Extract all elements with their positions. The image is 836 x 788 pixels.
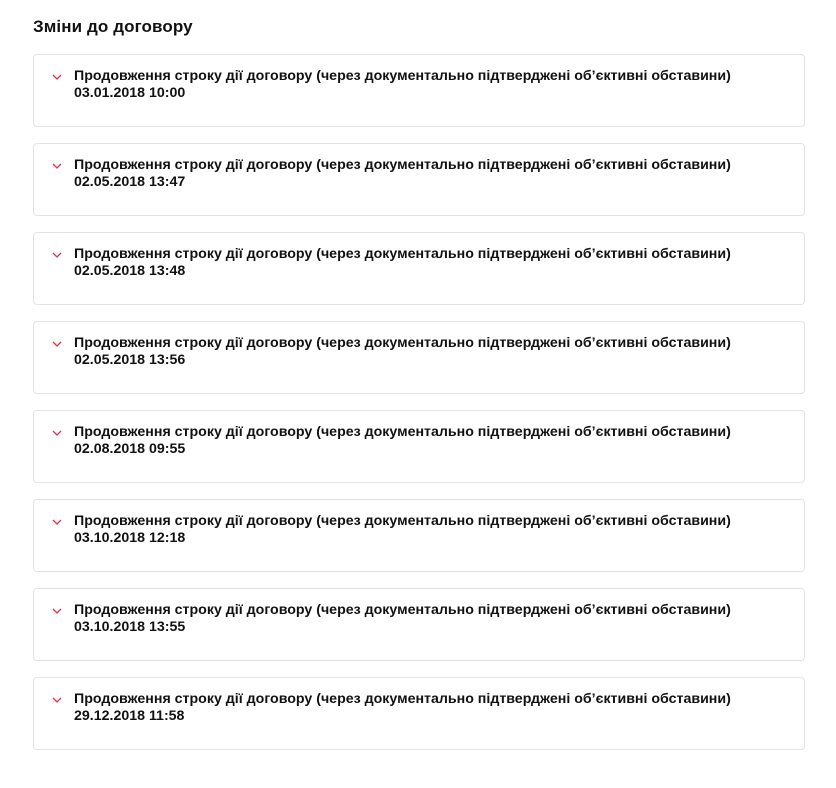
chevron-down-icon[interactable] (51, 71, 63, 83)
change-date: 03.10.2018 12:18 (74, 530, 186, 546)
change-item[interactable] (33, 499, 805, 572)
change-title: Продовження строку дії договору (через документально підтверджені об’єктивні обставини) (74, 68, 731, 84)
change-date: 02.08.2018 09:55 (74, 441, 186, 457)
change-title: Продовження строку дії договору (через документально підтверджені об’єктивні обставини) (74, 424, 731, 440)
change-title: Продовження строку дії договору (через документально підтверджені об’єктивні обставини) (74, 157, 731, 173)
chevron-down-icon[interactable] (51, 605, 63, 617)
change-item[interactable] (33, 588, 805, 661)
change-date: 29.12.2018 11:58 (74, 708, 185, 724)
change-date: 03.10.2018 13:55 (74, 619, 186, 635)
change-item[interactable] (33, 410, 805, 483)
chevron-down-icon[interactable] (51, 516, 63, 528)
change-title: Продовження строку дії договору (через документально підтверджені об’єктивні обставини) (74, 602, 731, 618)
changes-list (33, 54, 805, 750)
change-title: Продовження строку дії договору (через документально підтверджені об’єктивні обставини) (74, 335, 731, 351)
chevron-down-icon[interactable] (51, 160, 63, 172)
chevron-down-icon[interactable] (51, 249, 63, 261)
change-item[interactable] (33, 677, 805, 750)
section-title: Зміни до договору (33, 17, 193, 36)
change-date: 02.05.2018 13:48 (74, 263, 186, 279)
change-date: 02.05.2018 13:56 (74, 352, 186, 368)
change-title: Продовження строку дії договору (через документально підтверджені об’єктивні обставини) (74, 691, 731, 707)
change-date: 02.05.2018 13:47 (74, 174, 186, 190)
change-item[interactable] (33, 54, 805, 127)
change-title: Продовження строку дії договору (через документально підтверджені об’єктивні обставини) (74, 513, 731, 529)
chevron-down-icon[interactable] (51, 338, 63, 350)
change-date: 03.01.2018 10:00 (74, 85, 186, 101)
chevron-down-icon[interactable] (51, 694, 63, 706)
change-item[interactable] (33, 321, 805, 394)
chevron-down-icon[interactable] (51, 427, 63, 439)
change-item[interactable] (33, 232, 805, 305)
change-title: Продовження строку дії договору (через документально підтверджені об’єктивні обставини) (74, 246, 731, 262)
change-item[interactable] (33, 143, 805, 216)
